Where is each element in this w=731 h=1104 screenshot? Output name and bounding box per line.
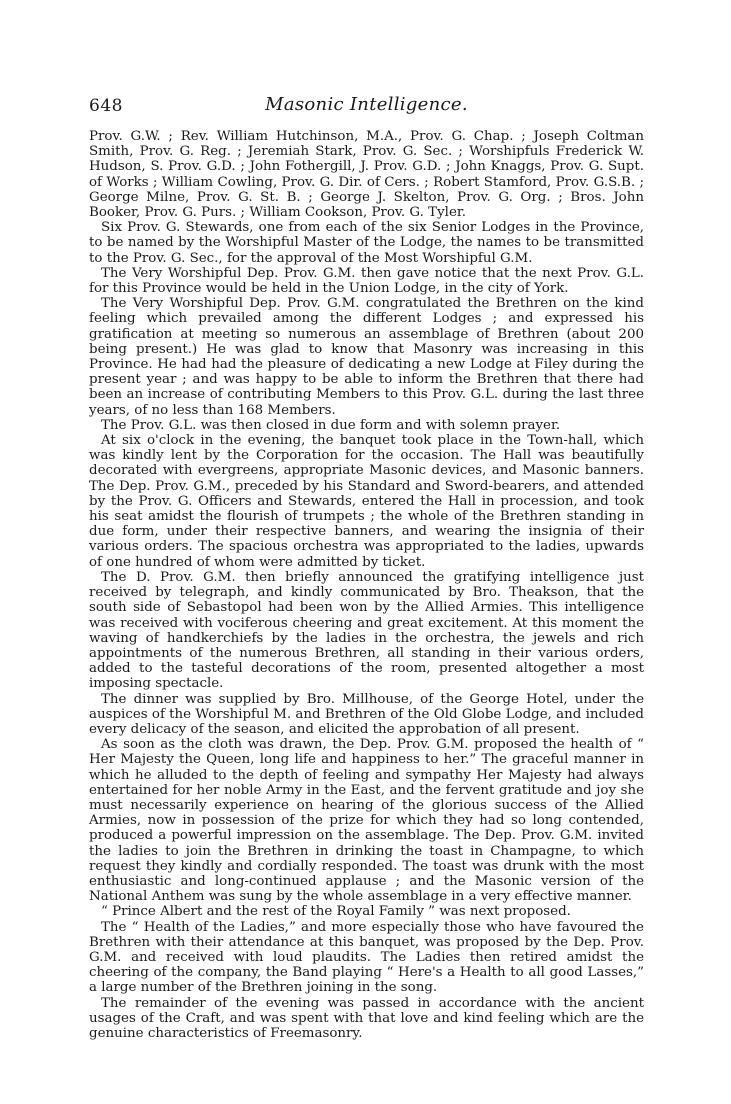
paragraph-queen-toast: As soon as the cloth was drawn, the Dep. Prov. G.M. proposed the health of “ Her Majesty the Queen, long life and happiness to her.” The graceful manner in which he alluded to the depth of feeling and sympathy Her Majesty had always entertained for her noble Army in the East, and the fervent gratitude and joy she must necessarily experience on hearing of the glorious success of the Allied Armies, now in possession of the prize for which they had so long contended, produced a powerful impression on the assemblage. The Dep. Prov. G.M. invited the ladies to join the Brethren in drinking the toast in Champagne, to which request they kindly and cordially responded. The toast was drunk with the most enthusiastic and long-continued applause ; and the Masonic version of the National Anthem was sung by the whole assemblage in a very effective manner. bbox=[89, 737, 644, 905]
article-body bbox=[89, 129, 644, 1041]
page-number: 648 bbox=[89, 96, 123, 116]
paragraph-next-lodge-notice: The Very Worshipful Dep. Prov. G.M. then gave notice that the next Prov. G.L. for this Province would be held in the Union Lodge, in the city of York. bbox=[89, 265, 644, 297]
paragraph-royal-family-toast: “ Prince Albert and the rest of the Royal Family ” was next proposed. bbox=[101, 904, 571, 920]
paragraph-ladies-toast: The “ Health of the Ladies,” and more especially those who have favoured the Brethren with their attendance at this banquet, was proposed by the Dep. Prov. G.M. and received with loud plaudits. The Ladies then retired amidst the cheering of the company, the Band playing “ Here's a Health to all good Lasses,” a large number of the Brethren joining in the song. bbox=[89, 919, 644, 996]
paragraph-congratulation: The Very Worshipful Dep. Prov. G.M. congratulated the Brethren on the kind feeling which prevailed among the different Lodges ; and expressed his gratification at meeting so numerous an assemblage of Brethren (about 200 being present.) He was glad to know that Masonry was increasing in this Province. He had had the pleasure of dedicating a new Lodge at Filey during the present year ; and was happy to be able to inform the Brethren that there had been an increase of contributing Members to this Prov. G.L. during the last three years, of no less than 168 Members. bbox=[89, 296, 644, 418]
paragraph-closing-prayer: The Prov. G.L. was then closed in due form and with solemn prayer. bbox=[101, 417, 561, 433]
page-header bbox=[89, 94, 644, 120]
paragraph-remainder-evening: The remainder of the evening was passed in accordance with the ancient usages of the Craft, and was spent with that love and kind feeling which are the genuine characteristics of Freemasonry. bbox=[89, 995, 644, 1041]
paragraph-banquet: At six o'clock in the evening, the banquet took place in the Town-hall, which was kindly lent by the Corporation for the occasion. The Hall was beautifully decorated with evergreens, appropriate Masonic devices, and Masonic banners. The Dep. Prov. G.M., preceded by his Standard and Sword-bearers, and attended by the Prov. G. Officers and Stewards, entered the Hall in procession, and took his seat amidst the flourish of trumpets ; the whole of the Brethren standing in due form, under their respective banners, and wearing the insignia of their various orders. The spacious orchestra was appropriated to the ladies, upwards of one hundred of whom were admitted by ticket. bbox=[89, 433, 644, 570]
paragraph-officers-list: Prov. G.W. ; Rev. William Hutchinson, M.A., Prov. G. Chap. ; Joseph Coltman Smith, Prov. G. Reg. ; Jeremiah Stark, Prov. G. Sec. ; Worshipfuls Frederick W. Hudson, S. Prov. G.D. ; John Fothergill, J. Prov. G.D. ; John Knaggs, Prov. G. Supt. of Works ; William Cowling, Prov. G. Dir. of Cers. ; Robert Stamford, Prov. G.S.B. ; George Milne, Prov. G. St. B. ; George J. Skelton, Prov. G. Org. ; Bros. John Booker, Prov. G. Purs. ; William Cookson, Prov. G. Tyler. bbox=[89, 129, 644, 221]
running-title: Masonic Intelligence. bbox=[265, 94, 468, 115]
paragraph-stewards: Six Prov. G. Stewards, one from each of the six Senior Lodges in the Province, to be named by the Worshipful Master of the Lodge, the names to be transmitted to the Prov. G. Sec., for the approval of the Most Worshipful G.M. bbox=[89, 220, 644, 266]
paragraph-dinner: The dinner was supplied by Bro. Millhouse, of the George Hotel, under the auspices of the Worshipful M. and Brethren of the Old Globe Lodge, and included every delicacy of the season, and elicited the approbation of all present. bbox=[89, 691, 644, 737]
paragraph-sebastopol-news: The D. Prov. G.M. then briefly announced the gratifying intelligence just received by telegraph, and kindly communicated by Bro. Theakson, that the south side of Sebastopol had been won by the Allied Armies. This intelligence was received with vociferous cheering and great excitement. At this moment the waving of handkerchiefs by the ladies in the orchestra, the jewels and rich appointments of the numerous Brethren, all standing in their various orders, added to the tasteful decorations of the room, presented altogether a most imposing spectacle. bbox=[89, 569, 644, 692]
